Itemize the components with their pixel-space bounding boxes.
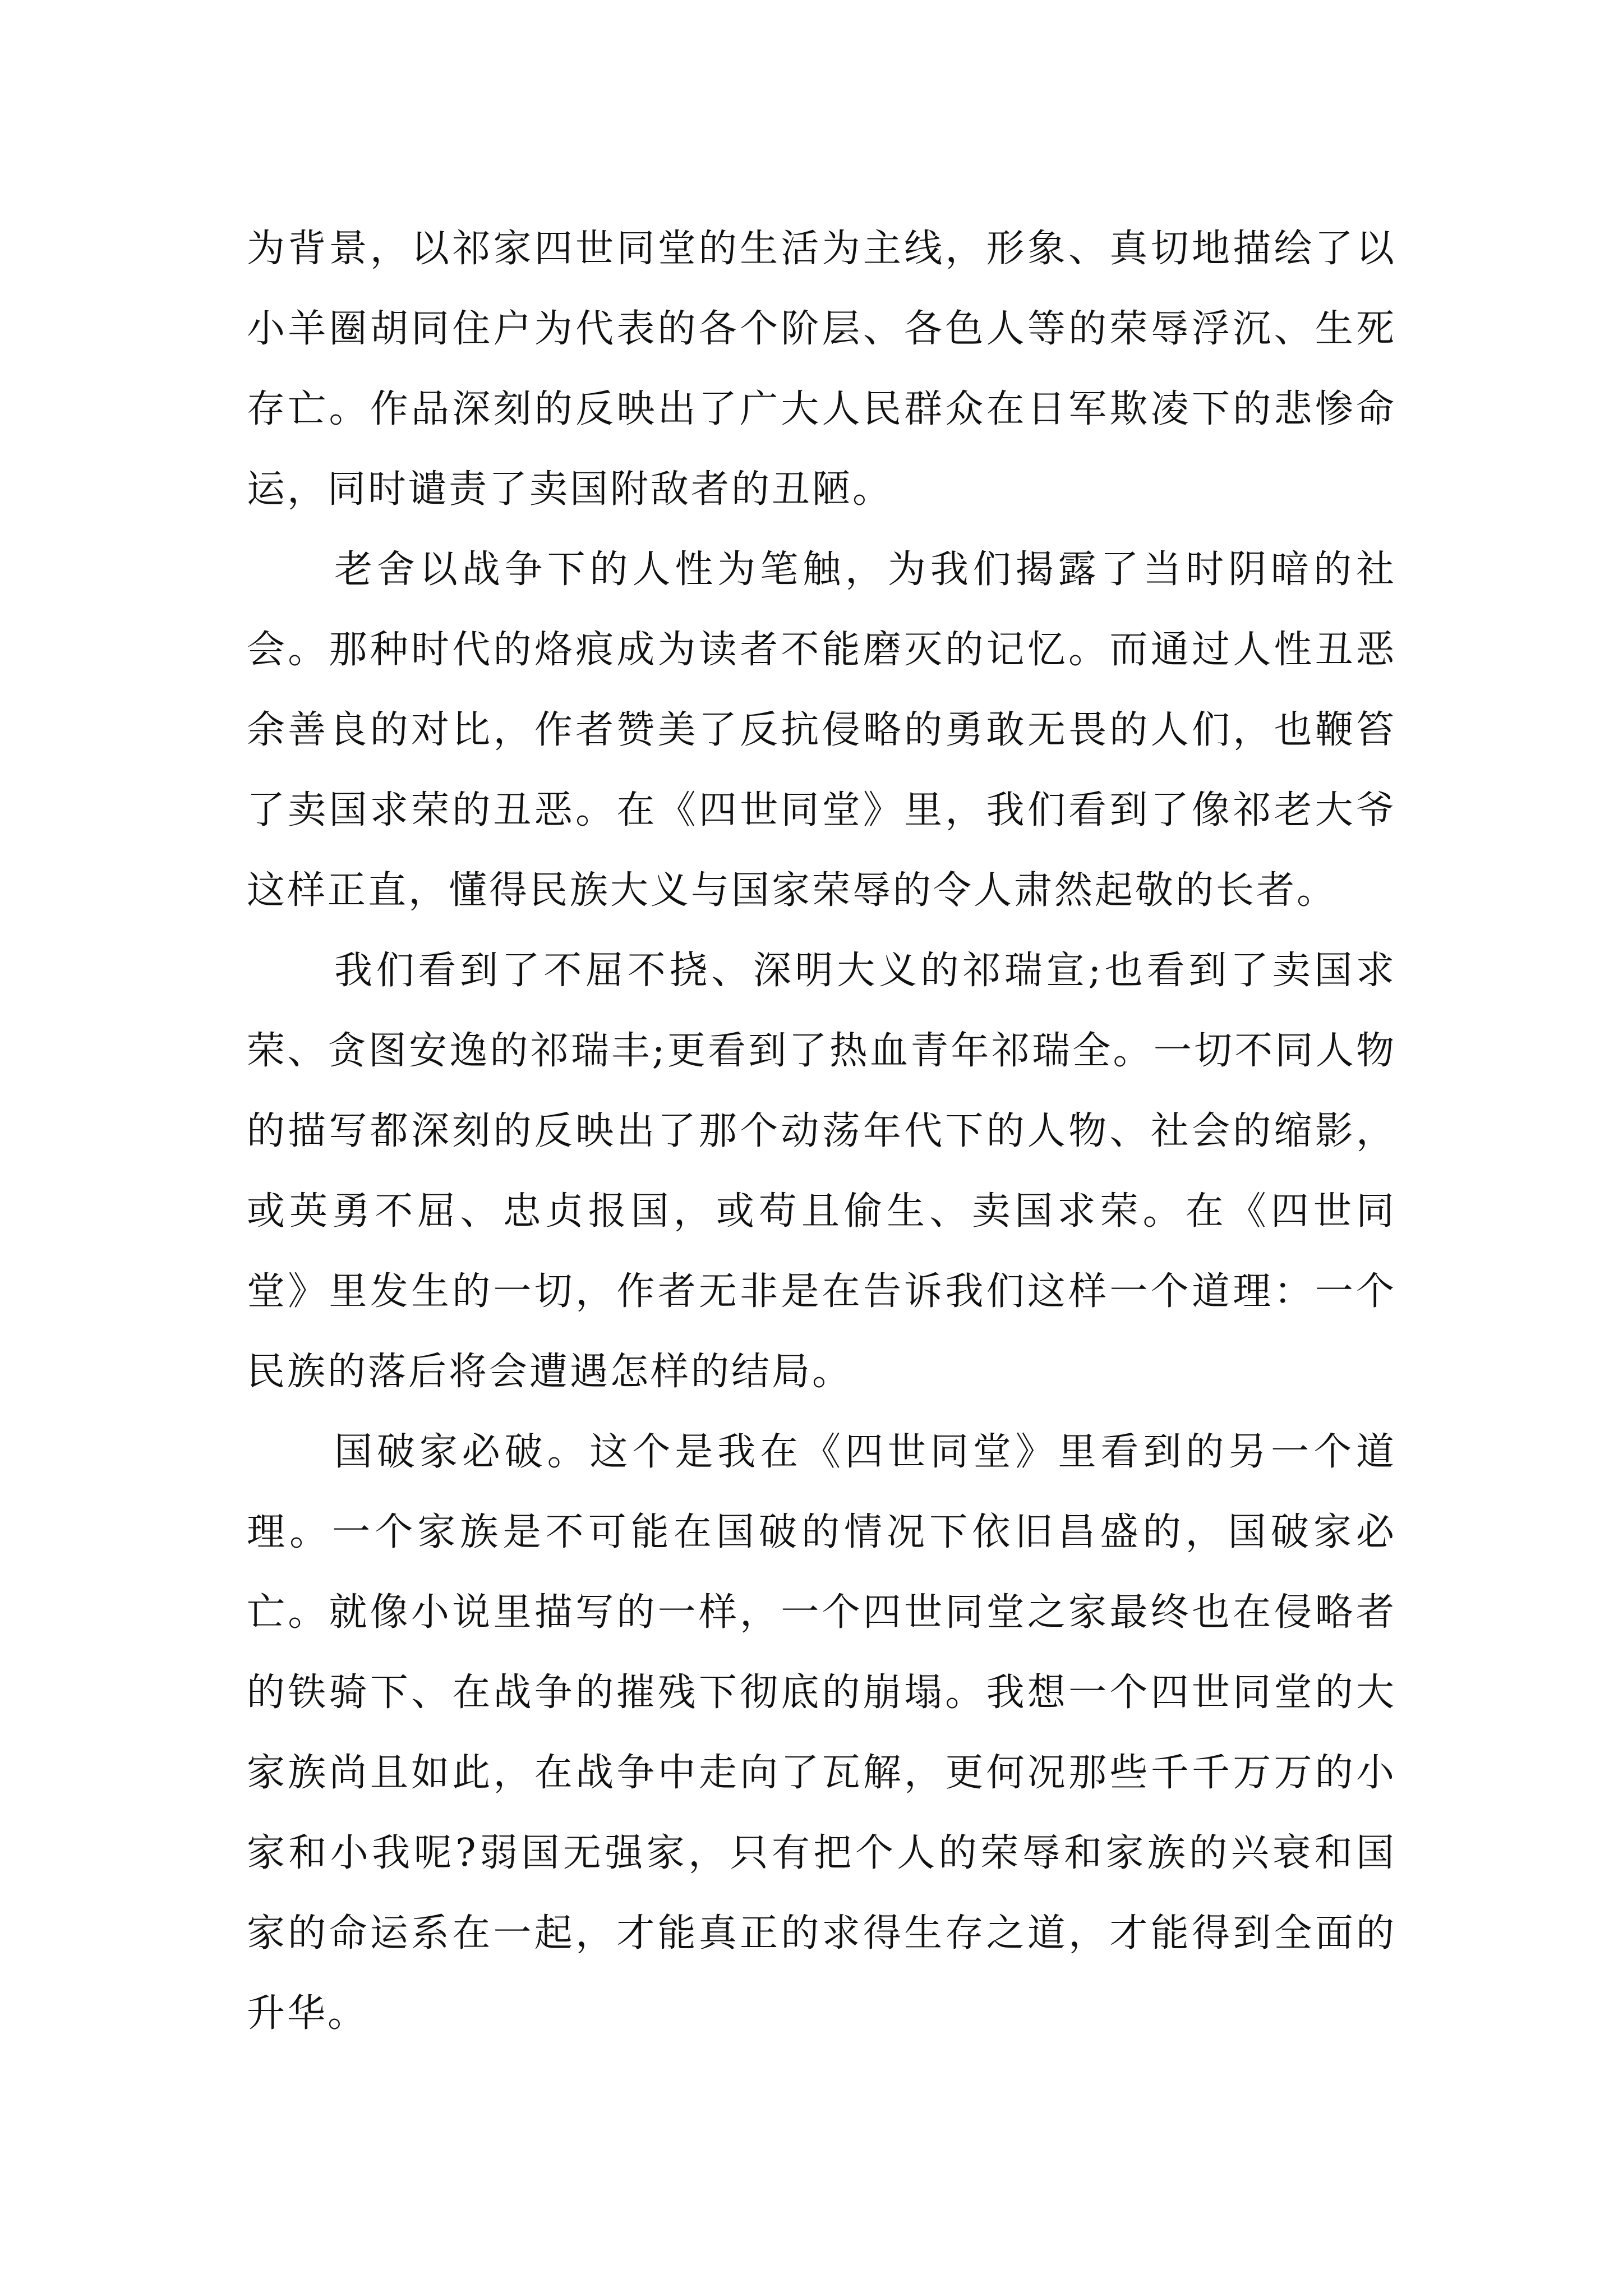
paragraph-2: 老舍以战争下的人性为笔触，为我们揭露了当时阴暗的社会。那种时代的烙痕成为读者不能磨灭的记忆。而通过人性丑恶余善良的对比，作者赞美了反抗侵略的勇敢无畏的人们，也鞭笞了卖国求荣的丑恶。在《四世同堂》里，我们看到了像祁老大爷这样正直，懂得民族大义与国家荣辱的令人肃然起敬的长者。 bbox=[247, 547, 1396, 913]
paragraph-4: 国破家必破。这个是我在《四世同堂》里看到的另一个道理。一个家族是不可能在国破的情况下依旧昌盛的，国破家必亡。就像小说里描写的一样，一个四世同堂之家最终也在侵略者的铁骑下、在战争的摧残下彻底的崩塌。我想一个四世同堂的大家族尚且如此，在战争中走向了瓦解，更何况那些千千万万的小家和小我呢?弱国无强家，只有把个人的荣辱和家族的兴衰和国家的命运系在一起，才能真正的求得生存之道，才能得到全面的升华。 bbox=[247, 1430, 1396, 2036]
paragraph-1: 为背景，以祁家四世同堂的生活为主线，形象、真切地描绘了以小羊圈胡同住户为代表的各个阶层、各色人等的荣辱浮沉、生死存亡。作品深刻的反映出了广大人民群众在日军欺凌下的悲惨命运，同时谴责了卖国附敌者的丑陋。 bbox=[247, 227, 1396, 512]
document-body bbox=[247, 209, 1396, 2054]
paragraph-3: 我们看到了不屈不挠、深明大义的祁瑞宣;也看到了卖国求荣、贪图安逸的祁瑞丰;更看到了热血青年祁瑞全。一切不同人物的描写都深刻的反映出了那个动荡年代下的人物、社会的缩影，或英勇不屈、忠贞报国，或苟且偷生、卖国求荣。在《四世同堂》里发生的一切，作者无非是在告诉我们这样一个道理：一个民族的落后将会遭遇怎样的结局。 bbox=[247, 949, 1396, 1394]
